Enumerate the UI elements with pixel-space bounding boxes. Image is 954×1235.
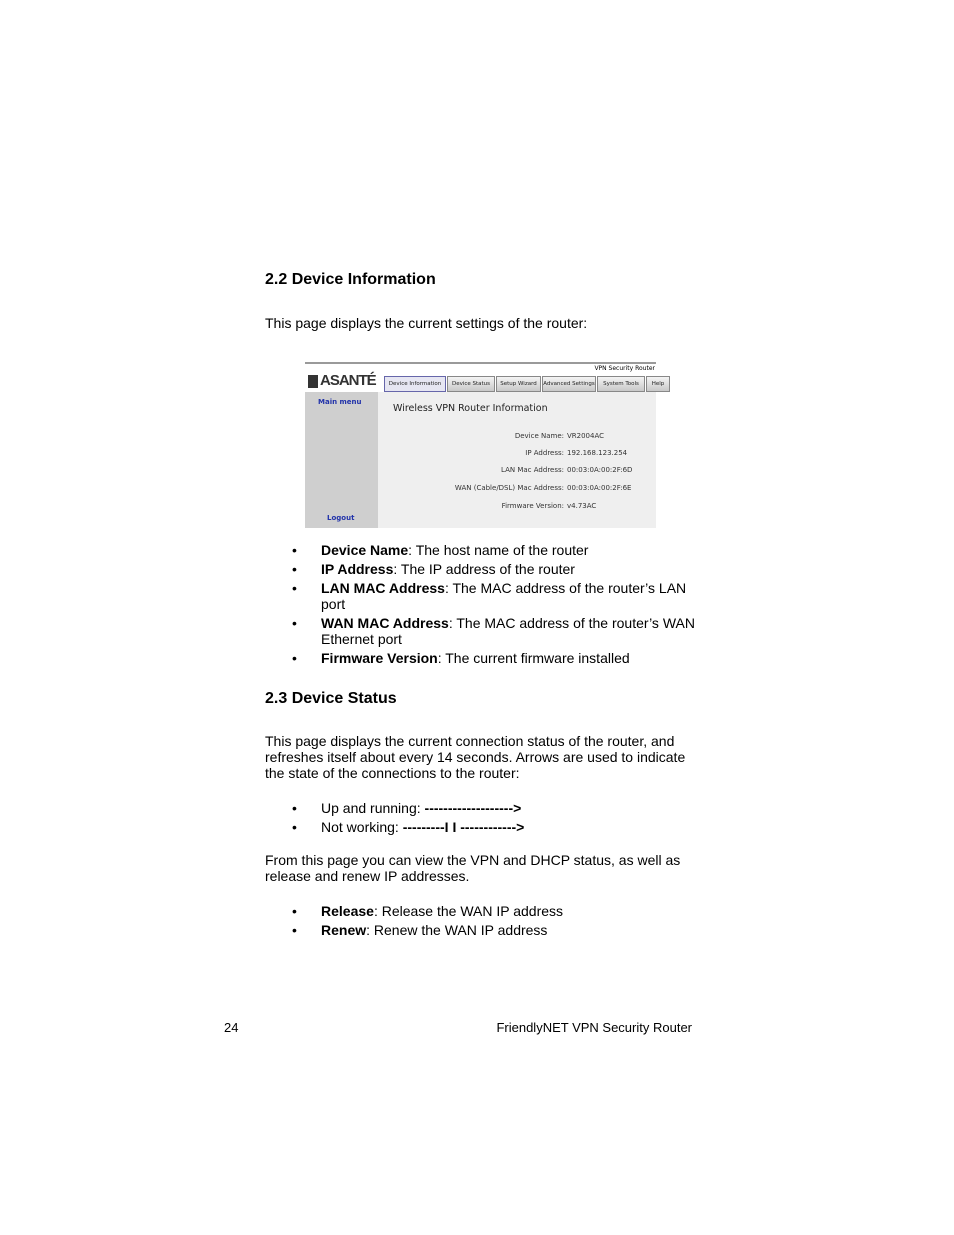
device-status-para2: From this page you can view the VPN and DHCP status, as well as release and renew IP addresses. (265, 852, 681, 884)
bullet-term: Firmware Version (321, 650, 438, 666)
arrow-bullets (265, 800, 705, 838)
page-number: 24 (224, 1020, 239, 1035)
router-tabs (384, 376, 671, 392)
logo-mark-icon (308, 375, 318, 388)
bullet-term: IP Address (321, 561, 394, 577)
main-menu-link[interactable]: Main menu (318, 398, 362, 406)
asante-logo (308, 372, 380, 390)
tab-system-tools[interactable]: System Tools (597, 376, 645, 392)
logo-text: ASANTÉ (320, 372, 376, 389)
router-sidebar (305, 392, 378, 528)
list-item (265, 922, 705, 938)
bullet-desc: : The MAC address of the router’s LAN port (321, 580, 687, 612)
heading-device-information: 2.2 Device Information (265, 271, 436, 288)
bullet-desc: : The host name of the router (408, 542, 589, 558)
field-value: 00:03:0A:00:2F:6E (567, 484, 632, 492)
field-value: v4.73AC (567, 502, 597, 510)
field-value: VR2004AC (567, 432, 605, 440)
bullet-term: WAN MAC Address (321, 615, 449, 631)
bullet-term: Renew (321, 922, 367, 938)
arrow-indicator: -------------------> (424, 800, 522, 816)
field-value: 192.168.123.254 (567, 449, 628, 457)
tab-device-information[interactable]: Device Information (384, 376, 446, 392)
bullet-desc: : The current firmware installed (437, 650, 630, 666)
list-item (265, 542, 705, 558)
field-label: IP Address: (525, 449, 564, 457)
footer-title: FriendlyNET VPN Security Router (496, 1020, 692, 1035)
tab-advanced-settings[interactable]: Advanced Settings (542, 376, 596, 392)
device-information-intro: This page displays the current settings of the router: (265, 315, 588, 331)
router-banner (305, 364, 665, 392)
panel-title: Wireless VPN Router Information (393, 403, 548, 414)
bullet-desc: : The MAC address of the router’s WAN Ethernet port (321, 615, 695, 647)
list-item (265, 615, 705, 647)
device-status-intro: This page displays the current connection status of the router, and refreshes itself about every 14 seconds. Arrows are used to indicate the state of the connections to the router: (265, 733, 686, 781)
bullet-text: Up and running: (321, 800, 425, 816)
field-label: Firmware Version: (501, 502, 564, 510)
field-label: LAN Mac Address: (501, 466, 564, 474)
list-item (265, 561, 705, 577)
list-item (265, 650, 705, 666)
action-bullets (265, 903, 705, 941)
product-label: VPN Security Router (594, 365, 655, 372)
bullet-term: Release (321, 903, 374, 919)
tab-device-status[interactable]: Device Status (447, 376, 495, 392)
list-item (265, 903, 705, 919)
tab-setup-wizard[interactable]: Setup Wizard (496, 376, 541, 392)
device-info-bullets (265, 542, 705, 669)
logout-link[interactable]: Logout (327, 514, 355, 522)
bullet-desc: : Renew the WAN IP address (366, 922, 548, 938)
heading-device-status: 2.3 Device Status (265, 690, 397, 707)
list-item (265, 800, 705, 816)
field-value: 00:03:0A:00:2F:6D (567, 466, 633, 474)
arrow-indicator: ---------I I ------------> (402, 819, 525, 835)
tab-help[interactable]: Help (646, 376, 670, 392)
list-item (265, 819, 705, 835)
bullet-term: Device Name (321, 542, 409, 558)
list-item (265, 580, 705, 612)
bullet-desc: : Release the WAN IP address (373, 903, 564, 919)
router-screenshot (305, 362, 665, 528)
field-label: WAN (Cable/DSL) Mac Address: (454, 484, 564, 492)
bullet-text: Not working: (321, 819, 403, 835)
field-label: Device Name: (514, 432, 564, 440)
router-info-panel (378, 392, 656, 528)
bullet-term: LAN MAC Address (321, 580, 445, 596)
bullet-desc: : The IP address of the router (393, 561, 575, 577)
